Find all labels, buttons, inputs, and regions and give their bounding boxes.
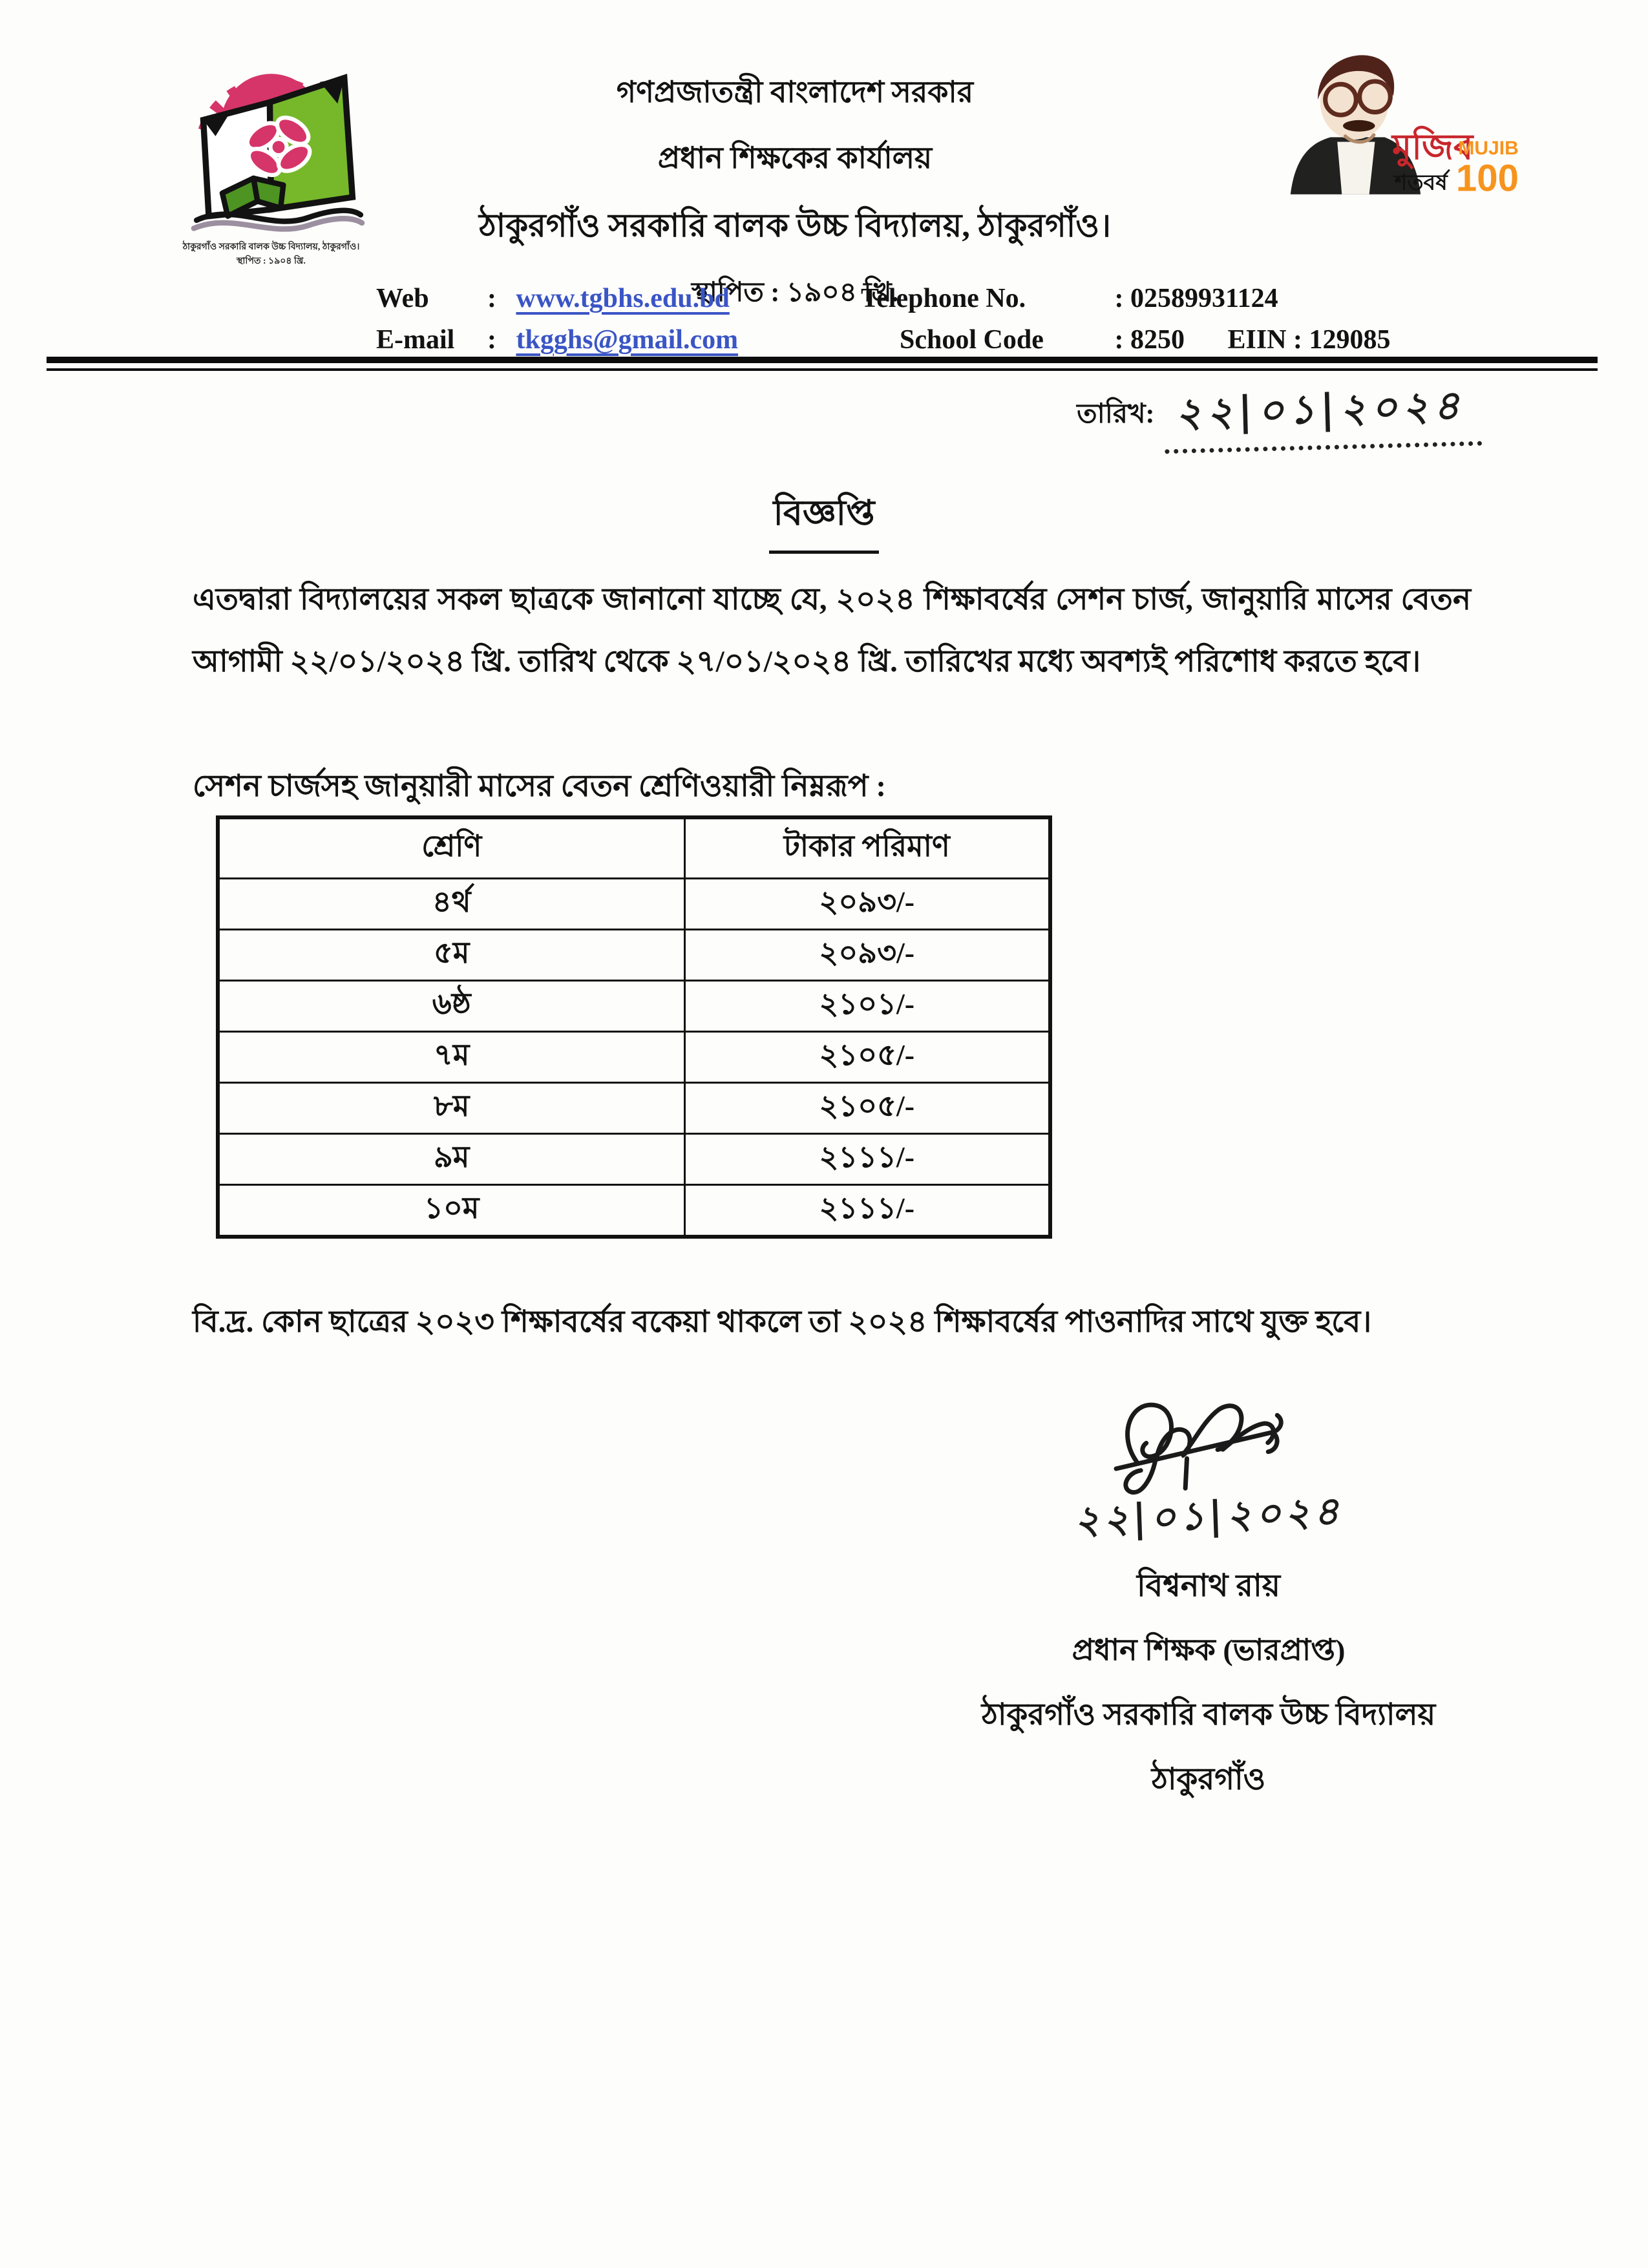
mujib-100-logo bbox=[1251, 40, 1519, 213]
class-cell: ৯ম bbox=[218, 1133, 684, 1184]
email-label: E-mail bbox=[376, 325, 455, 355]
table-row bbox=[218, 929, 1050, 980]
office-line: প্রধান শিক্ষকের কার্যালয় bbox=[657, 142, 933, 174]
school-logo-emblem bbox=[169, 43, 373, 236]
school-code-row bbox=[861, 324, 1391, 355]
class-cell: ৪র্থ bbox=[218, 878, 684, 929]
date-line bbox=[1077, 379, 1481, 450]
amount-cell: ২০৯৩/- bbox=[684, 878, 1050, 929]
handwritten-date: ২২|০১|২০২৪ bbox=[1163, 375, 1482, 454]
fee-table-intro: সেশন চার্জসহ জানুয়ারী মাসের বেতন শ্রেণিওয়ারী নিম্নরূপ : bbox=[193, 770, 886, 803]
signatory-organization: ঠাকুরগাঁও সরকারি বালক উচ্চ বিদ্যালয় bbox=[981, 1698, 1436, 1732]
mujib-100-wordmark: 100 bbox=[1455, 157, 1519, 200]
government-line: গণপ্রজাতন্ত্রী বাংলাদেশ সরকার bbox=[616, 76, 974, 109]
contact-left-block bbox=[376, 283, 738, 366]
mujib-100-emblem bbox=[1251, 40, 1519, 209]
contact-right-block bbox=[861, 283, 1391, 366]
school-code-value: : 8250 bbox=[1114, 325, 1185, 355]
web-colon: : bbox=[487, 284, 496, 313]
school-logo bbox=[169, 43, 373, 269]
notice-body-paragraph: এতদ্বারা বিদ্যালয়ের সকল ছাত্রকে জানানো যাচ্ছে যে, ২০২৪ শিক্ষাবর্ষের সেশন চার্জ, জানুয়ারি মাসের বেতন আগামী ২২/০১/২০২৪ খ্রি. তারিখ থেকে ২৭/০১/২০২৪ খ্রি. তারিখের মধ্যে অবশ্যই পরিশোধ করতে হবে। bbox=[193, 583, 1471, 678]
amount-column-header: টাকার পরিমাণ bbox=[684, 817, 1050, 878]
mujib-bangla-wordmark: মুজিব bbox=[1391, 127, 1474, 167]
table-row bbox=[218, 1031, 1050, 1082]
email-colon: : bbox=[487, 325, 496, 355]
amount-cell: ২১১১/- bbox=[684, 1133, 1050, 1184]
signatory-designation: প্রধান শিক্ষক (ভারপ্রাপ্ত) bbox=[1072, 1633, 1346, 1666]
table-row bbox=[218, 1082, 1050, 1133]
telephone-label: Telephone No. bbox=[861, 284, 1026, 313]
amount-cell: ২০৯৩/- bbox=[684, 929, 1050, 980]
class-cell: ৭ম bbox=[218, 1031, 684, 1082]
telephone-row bbox=[861, 283, 1391, 314]
notice-footnote: বি.দ্র. কোন ছাত্রের ২০২৩ শিক্ষাবর্ষের বকেয়া থাকলে তা ২০২৪ শিক্ষাবর্ষের পাওনাদির সাথে যুক্ত হবে। bbox=[193, 1305, 1372, 1339]
school-name-line: ঠাকুরগাঁও সরকারি বালক উচ্চ বিদ্যালয়, ঠাকুরগাঁও। bbox=[479, 207, 1111, 244]
notice-title: বিজ্ঞপ্তি bbox=[769, 486, 878, 554]
email-link[interactable]: tkgghs@gmail.com bbox=[516, 325, 739, 355]
table-row bbox=[218, 1133, 1050, 1184]
signatory-name: বিশ্বনাথ রায় bbox=[1136, 1569, 1281, 1603]
class-cell: ৫ম bbox=[218, 929, 684, 980]
school-code-label: School Code bbox=[900, 325, 1044, 355]
email-row bbox=[376, 324, 738, 355]
class-cell: ১০ম bbox=[218, 1184, 684, 1237]
date-label: তারিখ: bbox=[1077, 399, 1155, 429]
fee-table bbox=[216, 815, 1052, 1239]
class-column-header: শ্রেণি bbox=[218, 817, 684, 878]
web-label: Web bbox=[376, 284, 429, 313]
established-line: স্থাপিত : ১৯০৪ খ্রি. bbox=[691, 278, 899, 308]
table-row bbox=[218, 980, 1050, 1031]
amount-cell: ২১১১/- bbox=[684, 1184, 1050, 1237]
signature-block bbox=[840, 1387, 1577, 1806]
class-cell: ৮ম bbox=[218, 1082, 684, 1133]
notice-title-wrap bbox=[0, 486, 1648, 554]
website-link[interactable]: www.tgbhs.edu.bd bbox=[516, 284, 730, 313]
table-row bbox=[218, 878, 1050, 929]
header-divider-rule bbox=[47, 357, 1598, 371]
school-logo-caption-line2: স্থাপিত : ১৯০৪ খ্রি. bbox=[237, 257, 306, 267]
signatory-place: ঠাকুরগাঁও bbox=[1151, 1763, 1266, 1796]
eiin-value: : 129085 bbox=[1293, 325, 1391, 355]
amount-cell: ২১০৫/- bbox=[684, 1082, 1050, 1133]
signature-date: ২২|০১|২০২৪ bbox=[1073, 1488, 1344, 1544]
amount-cell: ২১০৫/- bbox=[684, 1031, 1050, 1082]
fee-table-header-row bbox=[218, 817, 1050, 878]
telephone-value: : 02589931124 bbox=[1114, 284, 1278, 313]
amount-cell: ২১০১/- bbox=[684, 980, 1050, 1031]
school-logo-caption-line1: ঠাকুরগাঁও সরকারি বালক উচ্চ বিদ্যালয়, ঠাকুরগাঁও। bbox=[182, 242, 360, 252]
mujib-english-wordmark: MUJIB bbox=[1458, 137, 1519, 159]
letterhead bbox=[362, 70, 1228, 317]
class-cell: ৬ষ্ঠ bbox=[218, 980, 684, 1031]
web-row bbox=[376, 283, 738, 314]
eiin-label: EIIN bbox=[1227, 325, 1287, 355]
table-row bbox=[218, 1184, 1050, 1237]
mujib-bangla-sub-wordmark: শতবর্ষ bbox=[1394, 171, 1448, 195]
